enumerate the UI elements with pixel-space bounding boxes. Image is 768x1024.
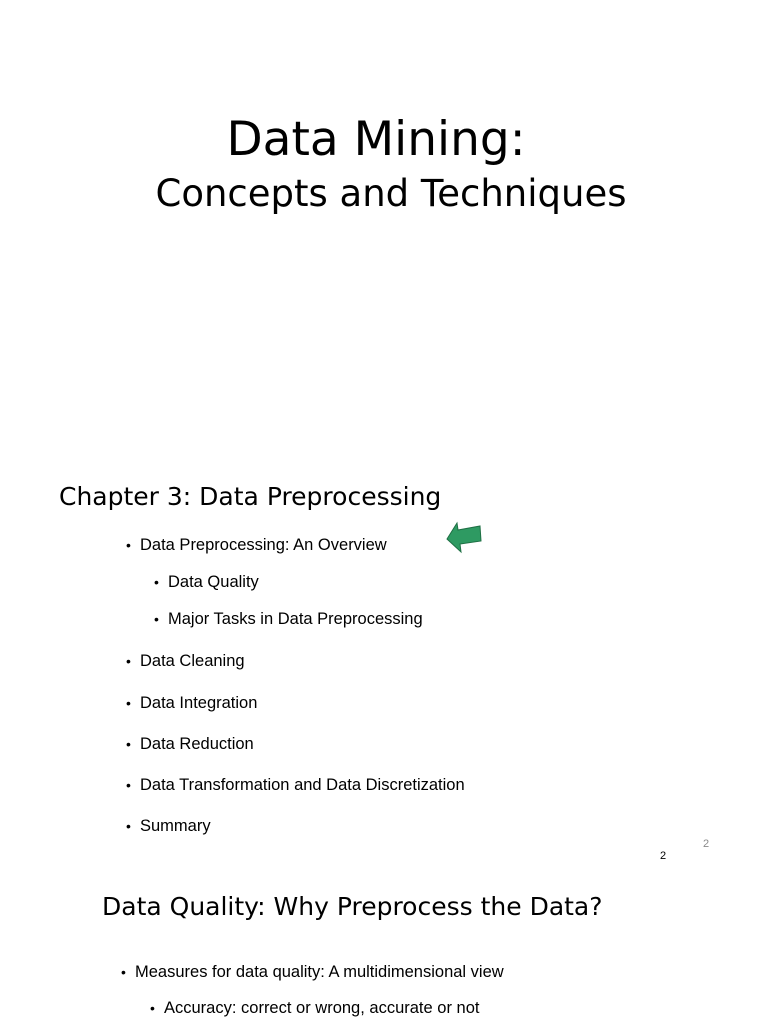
outline-item-label: Summary bbox=[140, 817, 211, 835]
quality-item-label: Measures for data quality: A multidimensional view bbox=[135, 963, 504, 981]
bullet-icon: • bbox=[126, 537, 131, 553]
quality-item-label: Accuracy: correct or wrong, accurate or not bbox=[164, 999, 480, 1017]
bullet-icon: • bbox=[126, 818, 131, 834]
outline-subitem bbox=[154, 571, 259, 593]
outline-item-label: Data Transformation and Data Discretization bbox=[140, 776, 465, 794]
outline-subitem bbox=[154, 608, 423, 630]
bullet-icon: • bbox=[150, 1000, 155, 1016]
bullet-icon: • bbox=[126, 777, 131, 793]
outline-item bbox=[126, 650, 245, 672]
slide-subtitle: Concepts and Techniques bbox=[155, 172, 627, 215]
outline-item bbox=[126, 815, 211, 837]
chapter-title: Chapter 3: Data Preprocessing bbox=[59, 482, 442, 511]
outline-item bbox=[126, 692, 258, 714]
slide-title: Data Mining: bbox=[226, 112, 526, 167]
bullet-icon: • bbox=[154, 611, 159, 627]
quality-subitem bbox=[150, 997, 480, 1019]
bullet-icon: • bbox=[126, 695, 131, 711]
outline-item bbox=[126, 534, 387, 556]
page-number: 2 bbox=[660, 850, 667, 862]
outline-item-label: Data Integration bbox=[140, 694, 258, 712]
outline-item-label: Major Tasks in Data Preprocessing bbox=[168, 610, 423, 628]
bullet-icon: • bbox=[126, 653, 131, 669]
bullet-icon: • bbox=[126, 736, 131, 752]
bullet-icon: • bbox=[154, 574, 159, 590]
bullet-icon: • bbox=[121, 964, 126, 980]
data-quality-title: Data Quality: Why Preprocess the Data? bbox=[102, 892, 603, 921]
page-number: 2 bbox=[703, 838, 710, 850]
quality-item bbox=[121, 961, 504, 983]
outline-item-label: Data Quality bbox=[168, 573, 259, 591]
outline-item-label: Data Preprocessing: An Overview bbox=[140, 536, 387, 554]
arrow-left-icon bbox=[446, 520, 482, 554]
outline-item bbox=[126, 733, 254, 755]
outline-item-label: Data Reduction bbox=[140, 735, 254, 753]
outline-item-label: Data Cleaning bbox=[140, 652, 245, 670]
outline-item bbox=[126, 774, 465, 796]
